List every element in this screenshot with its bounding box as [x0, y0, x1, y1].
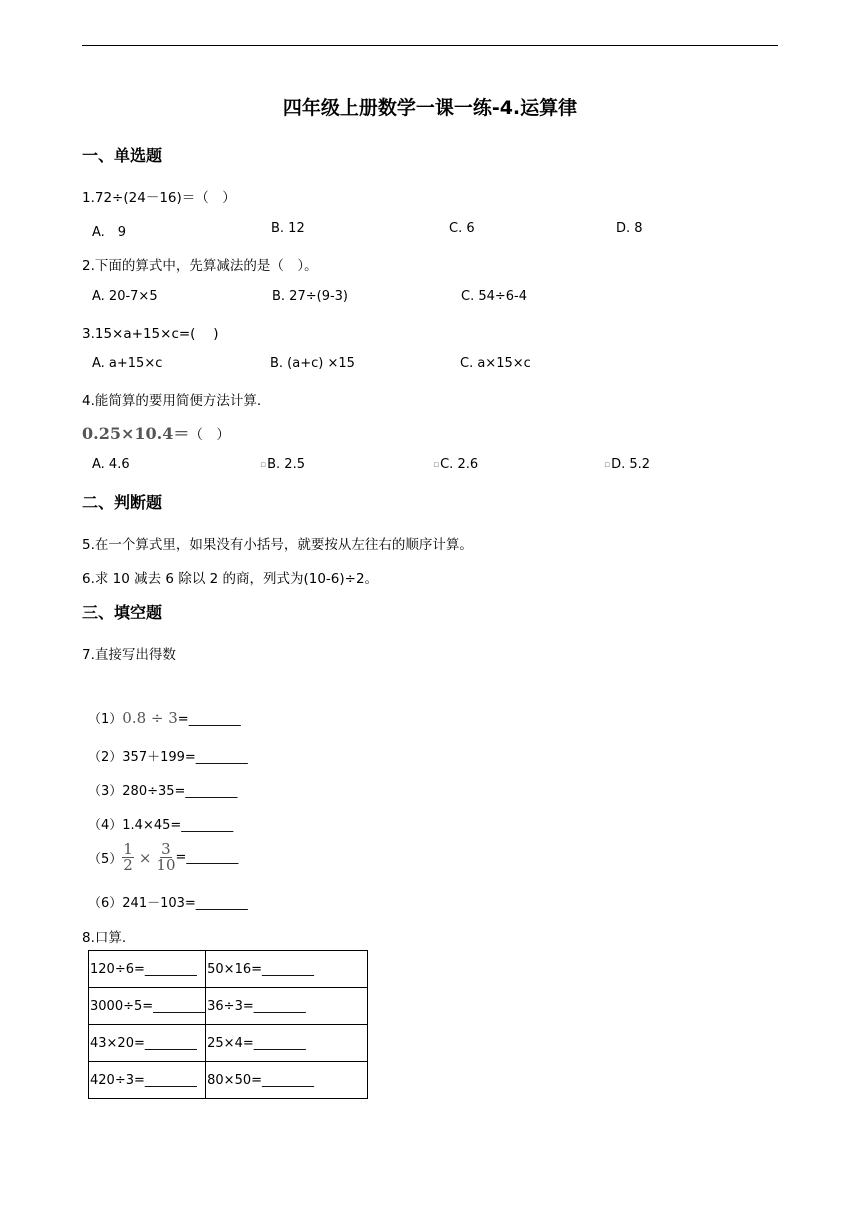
question-1-option-d[interactable]: D. 8 — [616, 221, 643, 236]
question-2-option-a[interactable]: A. 20-7×5 — [92, 289, 158, 304]
question-3-option-a[interactable]: A. a+15×c — [92, 356, 163, 371]
fraction-one-half — [122, 842, 134, 873]
item-answer-blank[interactable]: 241－103=________ — [122, 896, 248, 911]
question-7-item-4 — [88, 814, 233, 833]
question-1-option-a[interactable]: A. 9 — [92, 225, 127, 240]
table-cell[interactable]: 36÷3=________ — [206, 988, 368, 1025]
question-8-text: 8.口算. — [82, 930, 127, 946]
item-label: （5） — [88, 852, 123, 867]
fraction-denominator: 2 — [123, 856, 133, 874]
item-label: （3） — [88, 784, 123, 799]
item-answer-blank[interactable]: 1.4×45=________ — [122, 818, 234, 833]
placeholder-dot-icon: ▫ — [433, 459, 440, 470]
placeholder-dot-icon: ▫ — [604, 459, 611, 470]
table-cell[interactable]: 420÷3=________ — [89, 1062, 206, 1099]
item-label: （6） — [88, 896, 123, 911]
question-4-text: 4.能简算的要用简便方法计算. — [82, 393, 262, 409]
question-5-text: 5.在一个算式里，如果没有小括号，就要按从左往右的顺序计算。 — [82, 537, 473, 553]
table-cell[interactable]: 50×16=________ — [206, 951, 368, 988]
question-4-option-b-label: B. 2.5 — [267, 457, 305, 472]
question-4-option-b[interactable] — [260, 457, 305, 472]
table-row — [89, 1025, 368, 1062]
fraction-numerator: 3 — [161, 840, 171, 858]
item-label: （2） — [88, 750, 123, 765]
question-7-item-1 — [88, 708, 241, 727]
question-3-text: 3.15×a+15×c=( ) — [82, 326, 219, 342]
item-label: （1） — [88, 712, 123, 727]
table-row — [89, 1062, 368, 1099]
item-answer-blank[interactable]: =________ — [175, 850, 239, 865]
question-4-option-d[interactable] — [604, 457, 650, 472]
item-answer-blank[interactable]: 357＋199=________ — [122, 750, 248, 765]
question-2-option-c[interactable]: C. 54÷6-4 — [461, 289, 528, 304]
question-6-text: 6.求 10 减去 6 除以 2 的商，列式为(10-6)÷2。 — [82, 571, 379, 587]
section-heading-fill-in: 三、填空题 — [82, 603, 163, 622]
header-rule — [82, 45, 778, 46]
question-7-item-6 — [88, 892, 248, 911]
question-4-option-c[interactable] — [433, 457, 478, 472]
item-math-expression: 0.8 ÷ 3 — [122, 709, 178, 727]
question-4-blank: （ ） — [189, 427, 230, 443]
placeholder-dot-icon: ▫ — [260, 459, 267, 470]
fraction-three-tenths — [156, 842, 175, 873]
question-1-option-c[interactable]: C. 6 — [449, 221, 475, 236]
fraction-denominator: 10 — [156, 856, 176, 874]
table-cell[interactable]: 120÷6=________ — [89, 951, 206, 988]
question-4-expression — [82, 421, 230, 444]
table-cell[interactable]: 43×20=________ — [89, 1025, 206, 1062]
table-cell[interactable]: 80×50=________ — [206, 1062, 368, 1099]
table-cell[interactable]: 3000÷5=________ — [89, 988, 206, 1025]
question-4-option-c-label: C. 2.6 — [440, 457, 479, 472]
oral-calculation-table — [88, 950, 368, 1099]
fraction-numerator: 1 — [123, 840, 133, 858]
question-4-option-a[interactable]: A. 4.6 — [92, 457, 130, 472]
question-4-math-expression: 0.25×10.4＝ — [82, 424, 190, 443]
item-answer-blank[interactable]: =________ — [177, 712, 241, 727]
question-7-text: 7.直接写出得数 — [82, 647, 176, 663]
item-answer-blank[interactable]: 280÷35=________ — [122, 784, 238, 799]
question-4-option-d-label: D. 5.2 — [611, 457, 651, 472]
page-title: 四年级上册数学一课一练-4.运算律 — [282, 97, 578, 119]
table-cell[interactable]: 25×4=________ — [206, 1025, 368, 1062]
question-3-option-b[interactable]: B. (a+c) ×15 — [270, 356, 355, 371]
question-1-text: 1.72÷(24－16)＝（ ） — [82, 190, 236, 206]
question-7-item-5 — [88, 842, 238, 873]
times-sign: × — [138, 848, 152, 867]
question-2-text: 2.下面的算式中，先算减法的是（ ）。 — [82, 258, 318, 274]
question-7-item-2 — [88, 746, 248, 765]
section-heading-true-false: 二、判断题 — [82, 493, 163, 512]
table-row — [89, 951, 368, 988]
question-7-item-3 — [88, 780, 237, 799]
section-heading-single-choice: 一、单选题 — [82, 146, 163, 165]
question-1-option-b[interactable]: B. 12 — [271, 221, 305, 236]
question-2-option-b[interactable]: B. 27÷(9-3) — [272, 289, 348, 304]
item-label: （4） — [88, 818, 123, 833]
question-3-option-c[interactable]: C. a×15×c — [460, 356, 531, 371]
table-row — [89, 988, 368, 1025]
